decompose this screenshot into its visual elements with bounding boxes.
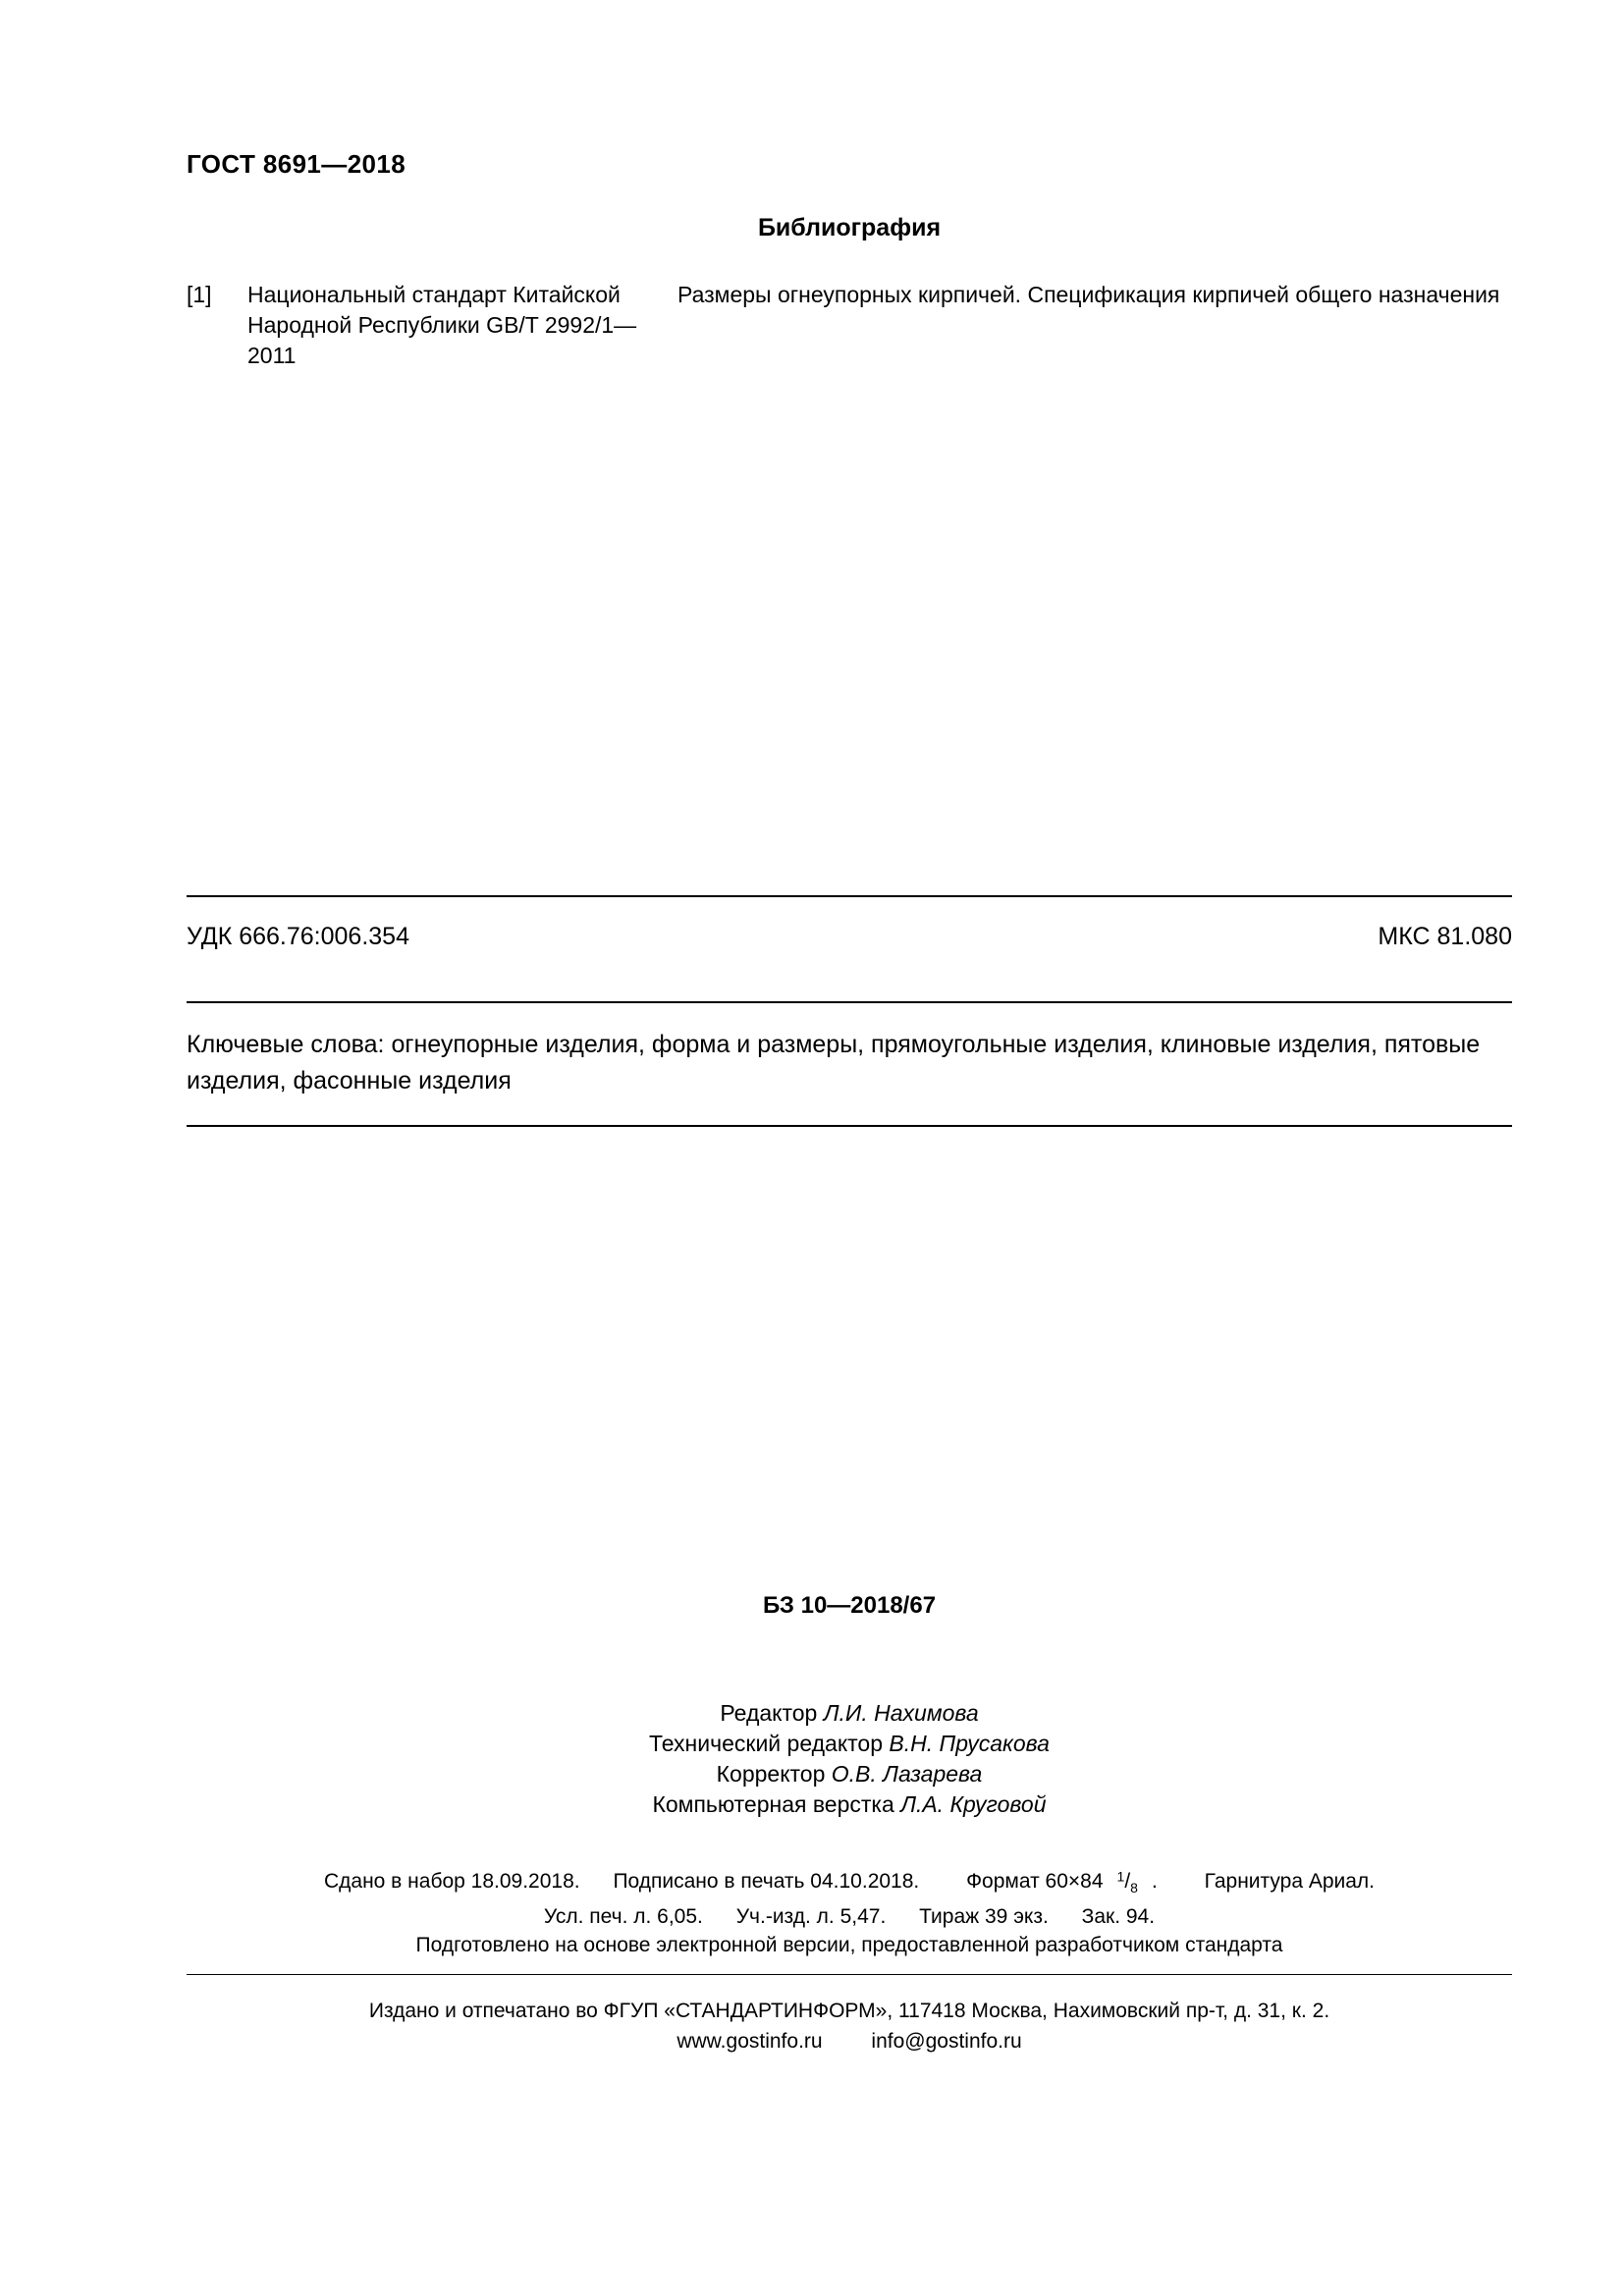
imprint-typeface: Гарнитура Ариал. — [1204, 1870, 1376, 1894]
bibliography-entry-description: Размеры огнеупорных кирпичей. Спецификация кирпичей общего назначения — [677, 282, 1500, 307]
divider-footer — [187, 1974, 1512, 1975]
bz-code: БЗ 10—2018/67 — [762, 1592, 937, 1619]
credit-role: Редактор — [720, 1700, 818, 1726]
imprint-format-denominator: 8 — [1130, 1880, 1138, 1896]
credit-row — [187, 1698, 1512, 1729]
publisher-email[interactable]: info@gostinfo.ru — [871, 2030, 1022, 2053]
udk-code: УДК 666.76:006.354 — [187, 923, 409, 950]
credit-role: Корректор — [716, 1761, 826, 1787]
imprint-block — [187, 1863, 1512, 1959]
credit-name: Л.А. Круговой — [900, 1791, 1047, 1817]
credit-name: В.Н. Прусакова — [889, 1731, 1050, 1756]
divider-top — [187, 895, 1512, 897]
imprint-circulation: Тираж 39 экз. — [919, 1905, 1049, 1929]
standard-code-header: ГОСТ 8691—2018 — [187, 149, 406, 179]
publisher-address: Издано и отпечатано во ФГУП «СТАНДАРТИНФОРМ», 117418 Москва, Нахимовский пр-т, д. 31, к. 2. — [368, 2000, 1330, 2022]
divider-bottom — [187, 1125, 1512, 1127]
imprint-format-numerator: 1 — [1116, 1869, 1125, 1885]
imprint-pub-sheets: Уч.-изд. л. 5,47. — [735, 1905, 887, 1929]
credit-name: О.В. Лазарева — [831, 1761, 983, 1787]
imprint-format-tail: . — [1151, 1870, 1158, 1894]
credit-row — [187, 1789, 1512, 1820]
credits-block — [187, 1698, 1512, 1820]
publisher-contacts — [187, 2026, 1512, 2056]
imprint-format: Формат 60×84 $^1/_8$ . — [966, 1869, 1158, 1896]
credit-row — [187, 1729, 1512, 1759]
credit-name: Л.И. Нахимова — [823, 1700, 979, 1726]
bibliography-entry-source: Национальный стандарт Китайской Народной Республики GB/T 2992/1—2011 — [247, 282, 637, 368]
publisher-website[interactable]: www.gostinfo.ru — [677, 2030, 823, 2053]
classification-line — [187, 923, 1512, 951]
mks-code: МКС 81.080 — [1378, 923, 1512, 950]
imprint-order: Зак. 94. — [1081, 1905, 1156, 1929]
imprint-signed: Подписано в печать 04.10.2018. — [613, 1870, 920, 1894]
imprint-format-label: Формат 60×84 — [966, 1870, 1104, 1894]
keywords-block: Ключевые слова: огнеупорные изделия, форма и размеры, прямоугольные изделия, клиновые изделия, пятовые изделия, фасонные изделия — [187, 1031, 1481, 1095]
bibliography-entry-number: [1] — [187, 282, 212, 307]
imprint-submitted: Сдано в набор 18.09.2018. — [323, 1870, 580, 1894]
publisher-block — [187, 1996, 1512, 2056]
imprint-line-1 — [187, 1863, 1512, 1902]
credit-role: Компьютерная верстка — [652, 1791, 894, 1817]
divider-middle — [187, 1001, 1512, 1003]
credit-role: Технический редактор — [649, 1731, 884, 1756]
imprint-print-sheets: Усл. печ. л. 6,05. — [543, 1905, 703, 1929]
credit-row — [187, 1759, 1512, 1789]
imprint-line-2 — [187, 1902, 1512, 1931]
bibliography-title: Библиография — [757, 214, 942, 241]
imprint-note: Подготовлено на основе электронной версии, предоставленной разработчиком стандарта — [415, 1934, 1283, 1957]
